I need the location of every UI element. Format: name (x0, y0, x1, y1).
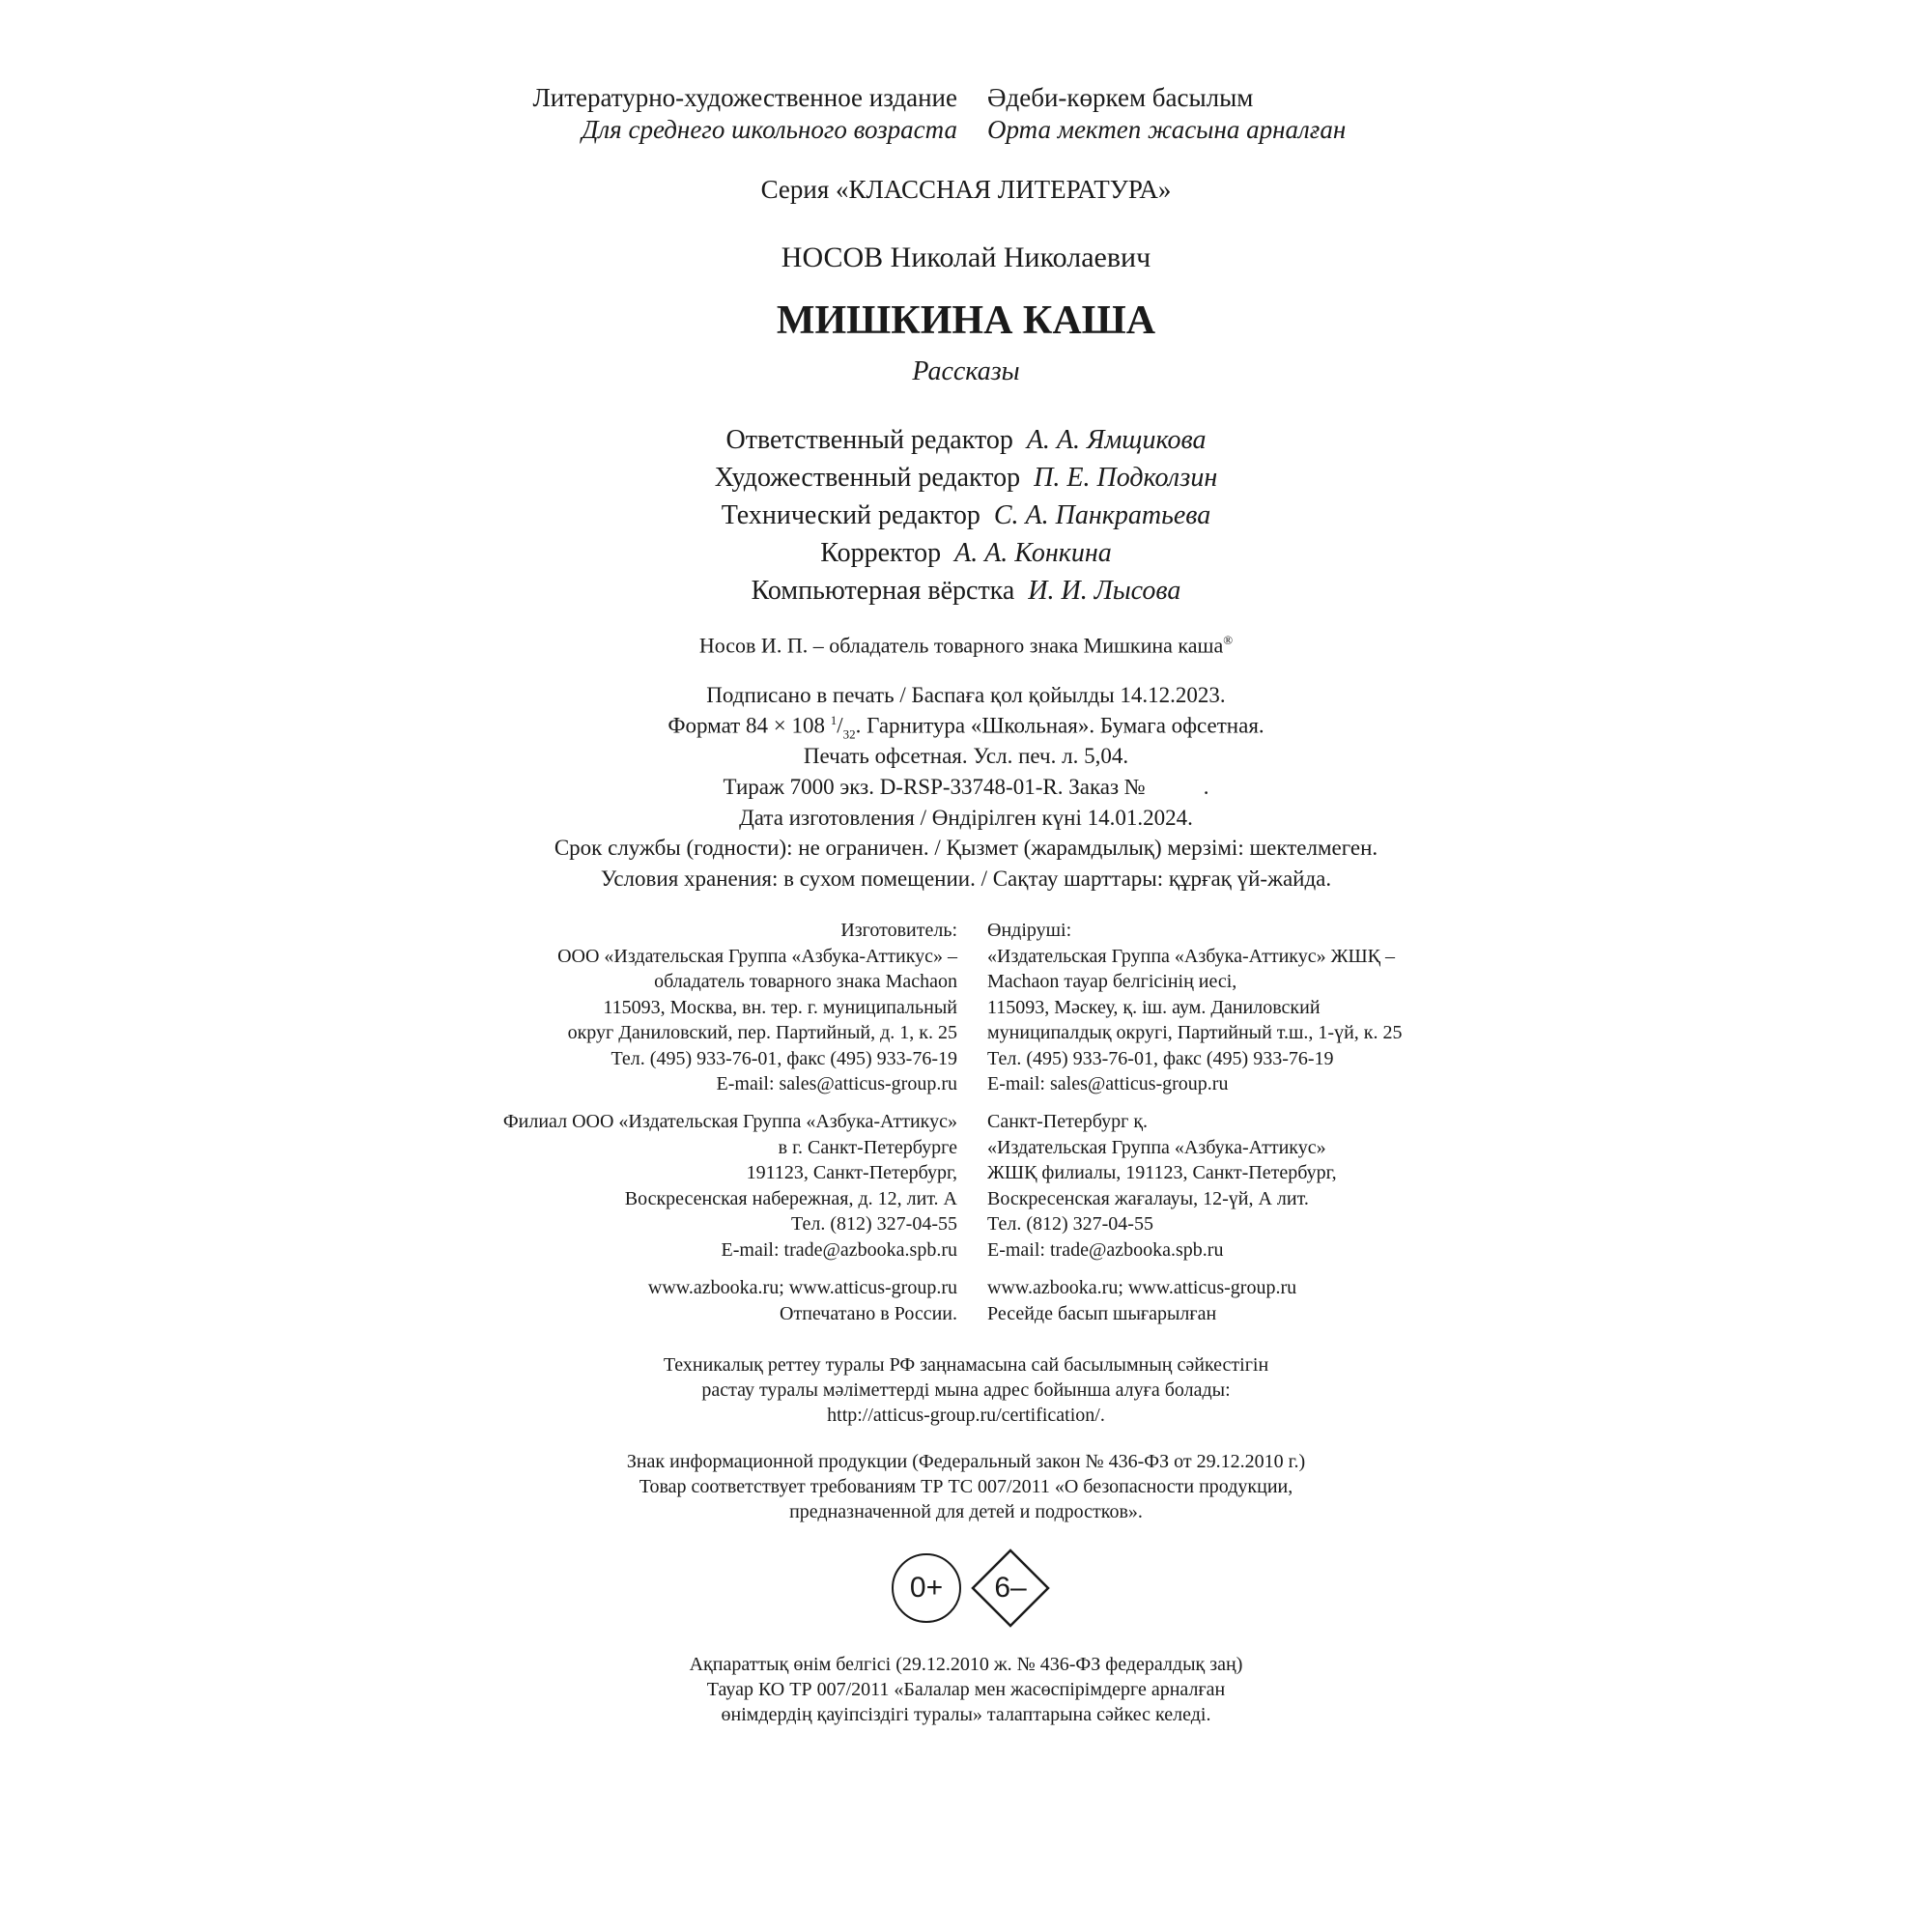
credit-role: Корректор (820, 538, 942, 568)
website-links: www.azbooka.ru; www.atticus-group.ru (987, 1277, 1297, 1298)
age-rating-text: 0+ (909, 1572, 944, 1604)
info-sign-kz-line: Ақпараттық өнім белгісі (29.12.2010 ж. № 436-ФЗ федералдық заң) (689, 1654, 1243, 1675)
credit-role: Компьютерная вёрстка (751, 576, 1015, 606)
book-title: МИШКИНА КАША (776, 298, 1156, 343)
address-line: Тел. (495) 933-76-01, факс (495) 933-76-19 (987, 1047, 1334, 1069)
email-line: E-mail: sales@atticus-group.ru (987, 1073, 1229, 1094)
address-line: ЖШҚ филиалы, 191123, Санкт-Петербург, (987, 1162, 1337, 1183)
format-numerator: 1 (830, 713, 838, 727)
address-line: обладатель товарного знака Machaon (654, 971, 957, 992)
address-line: 115093, Мәскеу, қ. іш. аум. Даниловский (987, 996, 1321, 1018)
trademark-note (0, 634, 1932, 656)
address-line: Өндіруші: (987, 920, 1072, 941)
series-name: Серия «КЛАССНАЯ ЛИТЕРАТУРА» (760, 175, 1172, 204)
credit-person: И. И. Лысова (1028, 576, 1181, 606)
printing-line: Печать офсетная. Усл. печ. л. 5,04. (803, 744, 1129, 768)
address-line: муниципалдық округі, Партийный т.ш., 1-үй, к. 25 (987, 1022, 1403, 1043)
format-suffix: . Гарнитура «Школьная». Бумага офсетная. (855, 713, 1264, 738)
website-links: www.azbooka.ru; www.atticus-group.ru (647, 1277, 957, 1298)
manufacturer-ru (557, 918, 957, 1097)
address-line: Филиал ООО «Издательская Группа «Азбука-Аттикус» (502, 1111, 957, 1132)
genre-kz: Әдеби-көркем басылым (987, 83, 1254, 112)
certification-line: растау туралы мәліметтерді мына адрес бойынша алуға болады: (701, 1379, 1231, 1401)
credit-line (0, 502, 1932, 529)
credit-person: А. А. Ямщикова (1026, 425, 1207, 455)
circulation-line (0, 776, 1932, 798)
credit-line (0, 578, 1932, 605)
address-line: «Издательская Группа «Азбука-Аттикус» (987, 1136, 1326, 1158)
trademark-text: Носов И. П. – обладатель товарного знака Мишкина каша (698, 633, 1224, 658)
web-kz (987, 1275, 1296, 1326)
info-sign-line: Товар соответствует требованиям ТР ТС 007/2011 «О безопасности продукции, (639, 1476, 1293, 1497)
address-line: 191123, Санкт-Петербург, (746, 1162, 957, 1183)
credit-person: П. Е. Подколзин (1034, 463, 1218, 493)
credit-line (0, 465, 1932, 492)
credit-role: Художественный редактор (714, 463, 1021, 493)
shelf-life: Срок службы (годности): не ограничен. / Қызмет (жарамдылық) мерзімі: шектелмеген. (554, 836, 1378, 860)
registered-mark: ® (1223, 633, 1234, 647)
info-sign-kz-line: өнімдердің қауіпсіздігі туралы» талаптарына сәйкес келеді. (721, 1704, 1211, 1725)
audience-ru: Для среднего школьного возраста (582, 115, 957, 144)
manufacturer-kz (987, 918, 1403, 1097)
address-line: Тел. (495) 933-76-01, факс (495) 933-76-19 (611, 1047, 957, 1069)
info-sign-line: предназначенной для детей и подростков». (789, 1501, 1143, 1522)
age-rating-alt-text: 6– (994, 1572, 1027, 1604)
email-line: E-mail: trade@azbooka.spb.ru (987, 1238, 1224, 1261)
address-line: 115093, Москва, вн. тер. г. муниципальный (603, 996, 957, 1018)
address-line: Санкт-Петербург қ. (987, 1111, 1149, 1132)
address-line: Тел. (812) 327-04-55 (987, 1213, 1153, 1235)
credit-line (0, 540, 1932, 567)
age-rating-diamond-badge (971, 1548, 1050, 1628)
address-line: Воскресенская набережная, д. 12, лит. А (624, 1187, 957, 1209)
address-line: ООО «Издательская Группа «Азбука-Аттикус» – (557, 945, 957, 967)
branch-ru (503, 1109, 957, 1263)
address-line: Воскресенская жағалауы, 12-үй, А лит. (987, 1187, 1309, 1209)
credit-person: А. А. Конкина (954, 538, 1112, 568)
address-line: Тел. (812) 327-04-55 (791, 1213, 957, 1235)
format-denominator: 32 (842, 726, 856, 742)
format-prefix: Формат 84 × 108 (668, 713, 825, 738)
credit-line (0, 427, 1932, 454)
email-line: E-mail: sales@atticus-group.ru (716, 1073, 957, 1094)
web-ru (648, 1275, 957, 1326)
printed-in: Отпечатано в России. (780, 1302, 957, 1324)
certification-line: Техникалық реттеу туралы РФ заңнамасына сай басылымның сәйкестігін (663, 1354, 1269, 1376)
storage-conditions: Условия хранения: в сухом помещении. / Сақтау шарттары: құрғақ үй-жайда. (600, 867, 1332, 891)
credit-role: Технический редактор (721, 500, 980, 530)
info-sign-kz-line: Тауар КО ТР 007/2011 «Балалар мен жасөспірімдерге арналған (706, 1679, 1226, 1700)
age-rating-badge (892, 1553, 961, 1623)
address-line: Изготовитель: (840, 920, 957, 941)
info-sign-line: Знак информационной продукции (Федеральный закон № 436-ФЗ от 29.12.2010 г.) (626, 1451, 1306, 1472)
credit-person: С. А. Панкратьева (993, 500, 1211, 530)
book-subtitle: Рассказы (912, 356, 1020, 386)
credit-role: Ответственный редактор (725, 425, 1013, 455)
address-line: округ Даниловский, пер. Партийный, д. 1, к. 25 (567, 1022, 957, 1043)
certification-url: http://atticus-group.ru/certification/. (827, 1405, 1105, 1426)
address-line: в г. Санкт-Петербурге (778, 1136, 957, 1158)
signed-for-print: Подписано в печать / Баспаға қол қойылды 14.12.2023. (706, 683, 1226, 707)
email-line: E-mail: trade@azbooka.spb.ru (721, 1238, 957, 1261)
audience-kz: Орта мектеп жасына арналған (987, 115, 1347, 144)
branch-kz (987, 1109, 1337, 1263)
genre-ru: Литературно-художественное издание (532, 83, 957, 112)
author-name: НОСОВ Николай Николаевич (781, 242, 1151, 273)
address-line: Machaon тауар белгісінің иесі, (987, 971, 1237, 992)
format-line: Формат 84 × 108 $^1/_{32}$. Гарнитура «Школьная». Бумага офсетная. (668, 713, 1264, 742)
printed-in: Ресейде басып шығарылған (987, 1302, 1217, 1324)
address-line: «Издательская Группа «Азбука-Аттикус» ЖШҚ – (987, 945, 1396, 967)
production-date: Дата изготовления / Өндірілген күні 14.01.2024. (739, 806, 1193, 830)
circulation-end: . (1203, 775, 1209, 799)
circulation-text: Тираж 7000 экз. D-RSP-33748-01-R. Заказ № (723, 775, 1146, 799)
